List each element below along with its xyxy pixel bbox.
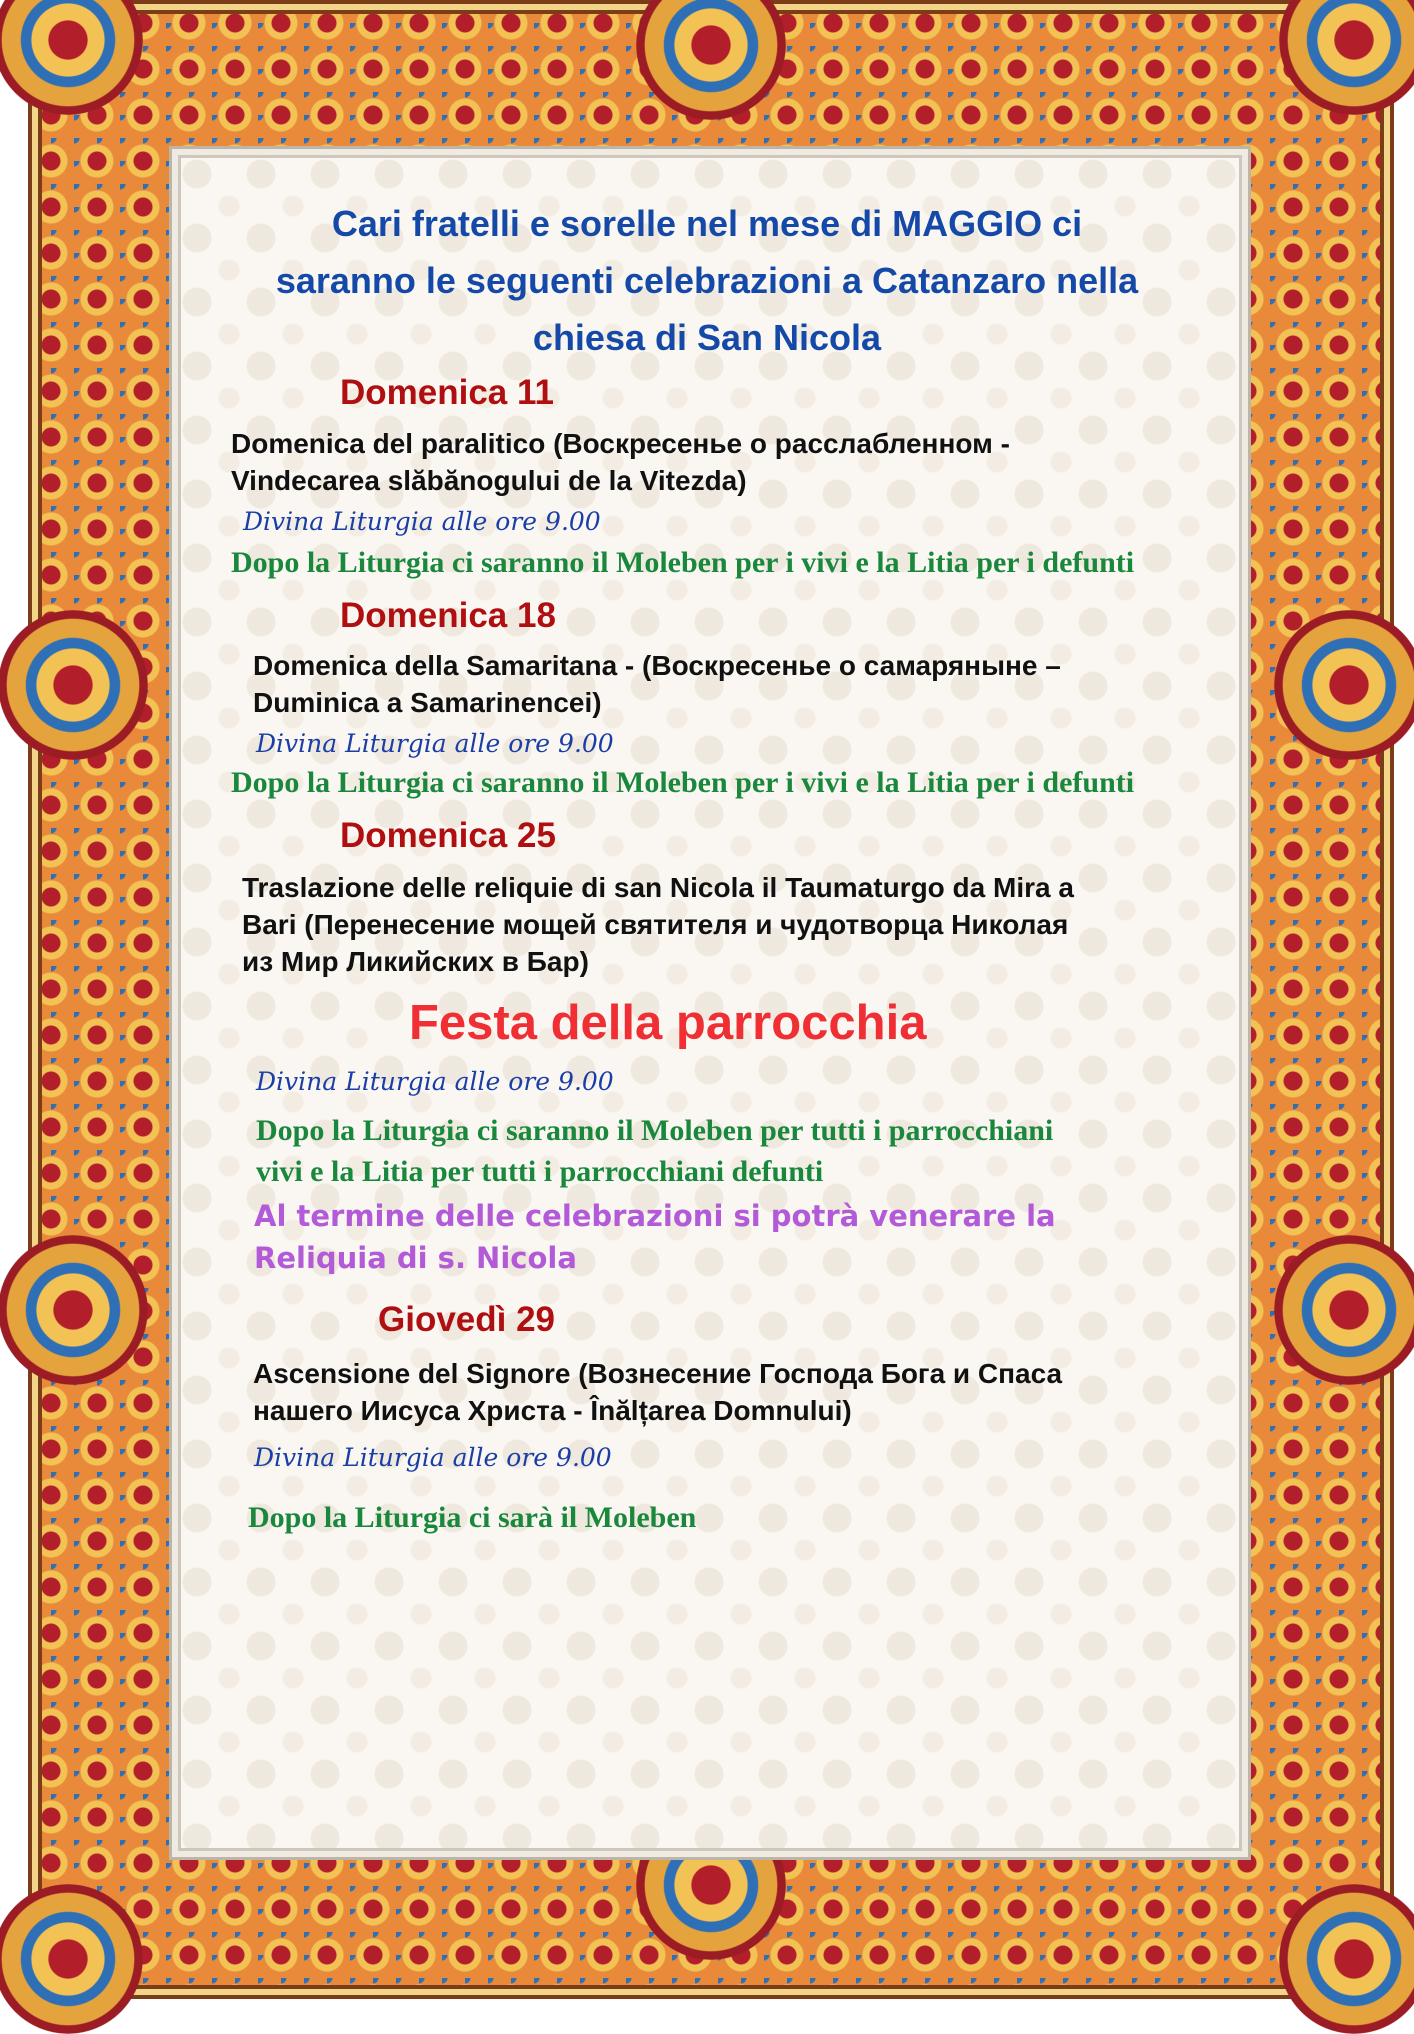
liturgy-time: Divina Liturgia alle ore 9.00 [256, 729, 614, 758]
left-medallion-lower [0, 1235, 148, 1385]
parish-feast-title: Festa della parrocchia [409, 996, 927, 1050]
after-liturgy-note: vivi e la Litia per tutti i parrocchiani defunti [256, 1155, 824, 1188]
celebration-description: Vindecarea slăbănogului de la Vitezda) [231, 465, 747, 496]
top-medallion [636, 0, 786, 120]
corner-medallion-top-left [0, 0, 143, 115]
relic-veneration-note: Al termine delle celebrazioni si potrà venerare la [254, 1199, 1056, 1233]
celebration-description: Duminica a Samarinencei) [253, 687, 602, 718]
intro-line-3: chiesa di San Nicola [532, 317, 882, 358]
intro-line-2: saranno le seguenti celebrazioni a Catanzaro nella [275, 260, 1139, 301]
liturgy-time: Divina Liturgia alle ore 9.00 [256, 1067, 614, 1096]
after-liturgy-note: Dopo la Liturgia ci saranno il Moleben per i vivi e la Litia per i defunti [231, 546, 1135, 579]
day-heading: Giovedì 29 [378, 1300, 556, 1339]
after-liturgy-note: Dopo la Liturgia ci sarà il Moleben [248, 1501, 697, 1534]
celebration-description: Traslazione delle reliquie di san Nicola il Taumaturgo da Mira a [242, 872, 1074, 903]
celebration-description: Ascensione del Signore (Вознесение Господа Бога и Спаса [253, 1358, 1063, 1389]
intro-line-1: Cari fratelli e sorelle nel mese di MAGGIO ci [331, 203, 1083, 244]
celebration-description: Domenica della Samaritana - (Воскресенье о самаряныне – [253, 650, 1061, 681]
right-medallion-lower [1274, 1235, 1414, 1385]
celebration-description: из Мир Ликийских в Бар) [242, 946, 589, 977]
celebration-description: Domenica del paralitico (Воскресенье о расслабленном - [231, 428, 1010, 459]
relic-veneration-note: Reliquia di s. Nicola [254, 1241, 577, 1275]
right-medallion-upper [1274, 610, 1414, 760]
corner-medallion-bottom-left [0, 1884, 143, 2034]
corner-medallion-bottom-right [1279, 1884, 1414, 2034]
after-liturgy-note: Dopo la Liturgia ci saranno il Moleben per i vivi e la Litia per i defunti [231, 766, 1135, 799]
left-medallion-upper [0, 610, 148, 760]
day-heading: Domenica 11 [340, 373, 554, 412]
day-heading: Domenica 18 [340, 596, 556, 635]
after-liturgy-note: Dopo la Liturgia ci saranno il Moleben per tutti i parrocchiani [256, 1114, 1054, 1147]
liturgy-time: Divina Liturgia alle ore 9.00 [243, 507, 601, 536]
celebration-description: нашего Иисуса Христа - Înălțarea Domnului) [253, 1395, 852, 1426]
liturgy-time: Divina Liturgia alle ore 9.00 [254, 1443, 612, 1472]
day-heading: Domenica 25 [340, 816, 556, 855]
celebration-description: Bari (Перенесение мощей святителя и чудотворца Николая [242, 909, 1069, 940]
corner-medallion-top-right [1279, 0, 1414, 115]
